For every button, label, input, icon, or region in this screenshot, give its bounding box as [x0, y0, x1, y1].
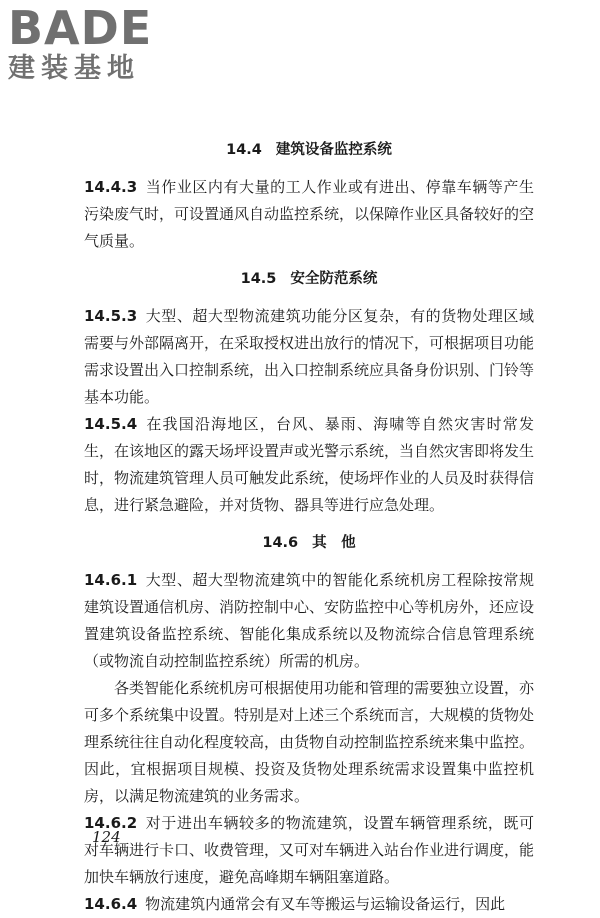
- section-heading-14-6: [84, 531, 534, 555]
- clause-number: 14.6.4: [84, 895, 138, 913]
- logo-subtitle: 建装基地: [8, 53, 140, 84]
- section-heading-14-4: [84, 138, 534, 162]
- clause-text: 在我国沿海地区，台风、暴雨、海啸等自然灾害时常发生，在该地区的露天场坪设置声或光警示系统，当自然灾害即将发生时，物流建筑管理人员可触发此系统，使场坪作业的人员及时获得信息，进行紧急避险，并对货物、器具等进行应急处理。: [84, 415, 535, 514]
- logo-brand: BADE: [8, 1, 153, 55]
- clause-number: 14.6.2: [84, 814, 138, 832]
- clause-14-5-3: [84, 303, 534, 411]
- clause-text: 大型、超大型物流建筑中的智能化系统机房工程除按常规建筑设置通信机房、消防控制中心、安防监控中心等机房外，还应设置建筑设备监控系统、智能化集成系统以及物流综合信息管理系统（或物流自动控制监控系统）所需的机房。: [84, 571, 535, 670]
- section-number: 14.6: [262, 535, 299, 551]
- clause-14-5-4: [84, 411, 534, 519]
- clause-text: 当作业区内有大量的工人作业或有进出、停靠车辆等产生污染废气时，可设置通风自动监控系统，以保障作业区具备较好的空气质量。: [84, 178, 535, 250]
- clause-14-6-4: [84, 891, 534, 918]
- section-title: 建筑设备监控系统: [275, 142, 392, 158]
- document-body: [84, 138, 534, 918]
- section-number: 14.5: [240, 271, 277, 287]
- clause-text: 对于进出车辆较多的物流建筑，设置车辆管理系统，既可对车辆进行卡口、收费管理，又可对车辆进入站台作业进行调度，能加快车辆放行速度，避免高峰期车辆阻塞道路。: [84, 814, 535, 886]
- clause-number: 14.6.1: [84, 571, 138, 589]
- section-number: 14.4: [226, 142, 262, 158]
- page-number: 124: [92, 828, 121, 846]
- clause-text: 大型、超大型物流建筑功能分区复杂，有的货物处理区域需要与外部隔离开，在采取授权进出放行的情况下，可根据项目功能需求设置出入口控制系统，出入口控制系统应具备身份识别、门铃等基本功能。: [84, 307, 535, 406]
- clause-text: 物流建筑内通常会有叉车等搬运与运输设备运行，因此: [145, 895, 506, 913]
- section-title: 安全防范系统: [290, 271, 378, 287]
- clause-number: 14.5.4: [84, 415, 138, 433]
- bade-logo: [8, 1, 153, 84]
- section-heading-14-5: [84, 267, 534, 291]
- clause-14-4-3: [84, 174, 534, 255]
- clause-number: 14.5.3: [84, 307, 138, 325]
- section-title: 其 他: [312, 535, 356, 551]
- clause-14-6-1: [84, 567, 534, 675]
- clause-number: 14.4.3: [84, 178, 138, 196]
- clause-14-6-2: [84, 810, 534, 891]
- clause-14-6-1-continued: 各类智能化系统机房可根据使用功能和管理的需要独立设置，亦可多个系统集中设置。特别是对上述三个系统而言，大规模的货物处理系统往往自动化程度较高，由货物自动控制监控系统来集中监控。因此，宜根据项目规模、投资及货物处理系统需求设置集中监控机房，以满足物流建筑的业务需求。: [84, 679, 535, 805]
